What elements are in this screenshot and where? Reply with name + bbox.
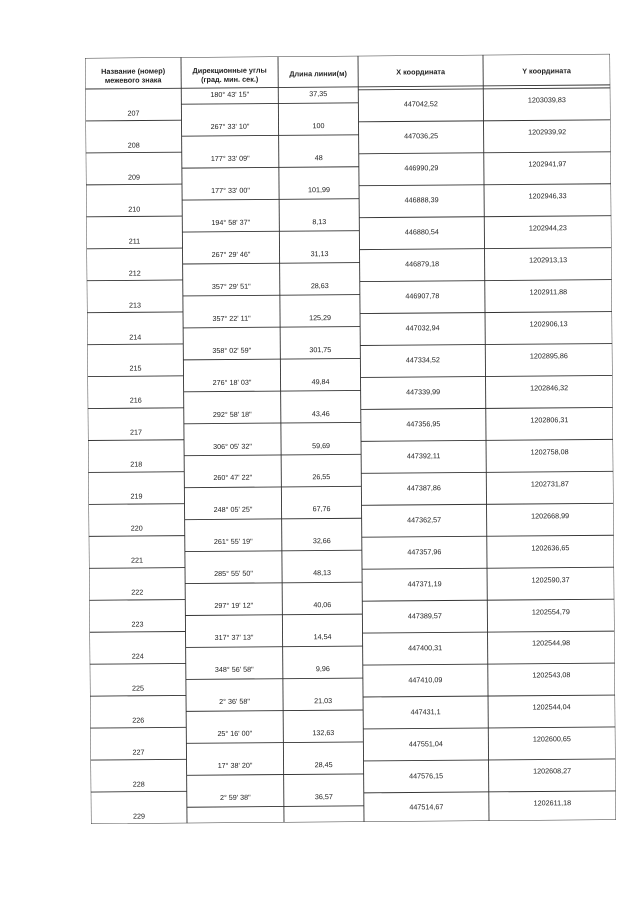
line-length-cell: 49,84 (311, 376, 330, 386)
segment-row-rule (185, 582, 362, 583)
line-length-cell: 32,66 (312, 536, 331, 546)
direction-angle-cell: 357° 29' 51" (211, 281, 251, 291)
segment-row-rule (187, 774, 364, 775)
name-row-rule (89, 504, 185, 505)
segment-row-rule (184, 486, 361, 487)
y-coordinate-cell: 1202941,97 (528, 159, 567, 169)
x-coordinate-cell: 447400,31 (408, 642, 443, 653)
boundary-mark-name-cell: 209 (127, 172, 140, 182)
header-y (483, 66, 610, 76)
line-length-cell: 48 (314, 153, 323, 163)
boundary-mark-name-cell: 223 (131, 619, 144, 629)
x-coordinate-cell: 447551,04 (408, 738, 443, 749)
line-length-cell: 37,35 (309, 89, 328, 99)
segment-row-rule (186, 742, 363, 743)
header-angle-line2: (град. мин. сек.) (201, 74, 259, 85)
coord-row-rule (358, 88, 610, 90)
segment-row-rule (186, 710, 363, 711)
coord-row-rule (359, 120, 611, 122)
coord-row-rule (363, 663, 615, 665)
boundary-mark-name-cell: 213 (128, 300, 141, 310)
segment-row-rule (183, 263, 360, 264)
y-coordinate-cell: 1202758,08 (530, 446, 569, 457)
direction-angle-cell: 180° 43' 15" (210, 89, 250, 100)
direction-angle-cell: 306° 05' 32" (213, 441, 252, 451)
boundary-mark-name-cell: 220 (130, 523, 143, 533)
x-coordinate-cell: 446888,39 (404, 195, 439, 205)
x-coordinate-cell: 447362,57 (407, 515, 442, 525)
line-length-cell: 31,13 (310, 248, 329, 259)
segment-row-rule (186, 646, 363, 647)
boundary-mark-name-cell: 221 (130, 555, 143, 565)
direction-angle-cell: 248° 05' 25" (213, 505, 253, 515)
y-coordinate-cell: 1202608,27 (533, 766, 572, 776)
boundary-mark-name-cell: 211 (128, 236, 141, 246)
direction-angle-cell: 261° 55' 19" (213, 537, 253, 547)
name-row-rule (87, 280, 183, 281)
name-row-rule (91, 759, 187, 760)
name-row-rule (88, 408, 184, 409)
segment-row-rule (183, 327, 360, 328)
segment-row-rule (182, 199, 359, 200)
y-coordinate-cell: 1202846,32 (530, 383, 569, 393)
y-coordinate-cell: 1202911,88 (529, 287, 568, 297)
x-coordinate-cell: 447036,25 (404, 131, 439, 141)
line-length-cell: 59,69 (312, 440, 331, 450)
line-length-cell: 9,96 (315, 664, 330, 674)
boundary-mark-name-cell: 222 (131, 587, 144, 597)
table-top-border (85, 54, 610, 58)
y-coordinate-cell: 1202668,99 (531, 510, 570, 521)
name-row-rule (89, 536, 185, 537)
name-row-rule (90, 727, 186, 728)
boundary-mark-name-cell: 228 (132, 779, 145, 789)
line-length-cell: 40,06 (313, 600, 332, 610)
y-coordinate-cell: 1202544,04 (532, 702, 571, 712)
x-coordinate-cell: 447032,94 (405, 323, 440, 333)
segment-row-rule (182, 135, 359, 136)
boundary-mark-name-cell: 227 (132, 747, 145, 757)
name-row-rule (90, 631, 186, 632)
direction-angle-cell: 2° 36' 58" (219, 696, 250, 707)
line-length-cell: 28,45 (314, 760, 333, 770)
direction-angle-cell: 177° 33' 00" (211, 185, 250, 195)
x-coordinate-cell: 447410,09 (408, 674, 443, 685)
header-x (358, 67, 483, 77)
direction-angle-cell: 25° 16' 00" (217, 728, 253, 739)
line-length-cell: 8,13 (312, 216, 327, 227)
direction-angle-cell: 276° 18' 03" (212, 377, 252, 387)
y-coordinate-cell: 1202946,33 (528, 191, 567, 201)
x-coordinate-cell: 446907,78 (405, 291, 440, 301)
direction-angle-cell: 285° 55' 50" (214, 569, 253, 579)
x-coordinate-cell: 447387,86 (406, 483, 441, 493)
x-coordinate-cell: 446880,54 (404, 227, 439, 237)
header-name-line1: Название (номер) (101, 66, 166, 76)
coord-row-rule (362, 503, 614, 505)
boundary-mark-name-cell: 218 (130, 459, 143, 469)
line-length-cell: 100 (312, 121, 325, 131)
segment-row-rule (185, 518, 362, 519)
name-row-rule (86, 184, 182, 185)
header-y-label: Y координата (522, 66, 572, 76)
line-length-cell: 28,63 (310, 280, 329, 290)
line-length-cell: 36,57 (314, 792, 333, 802)
table-bottom-border (91, 820, 616, 824)
name-row-rule (90, 663, 186, 664)
name-row-rule (88, 472, 184, 473)
direction-angle-cell: 194° 58' 37" (211, 217, 251, 227)
line-length-cell: 48,13 (313, 568, 332, 578)
line-length-cell: 301,75 (309, 344, 332, 354)
segment-row-rule (183, 358, 360, 359)
coord-row-rule (360, 312, 612, 314)
y-coordinate-cell: 1202939,92 (528, 127, 567, 137)
y-coordinate-cell: 1202611,18 (533, 798, 572, 808)
coord-row-rule (361, 375, 613, 377)
line-length-cell: 14,54 (313, 632, 332, 642)
line-length-cell: 132,63 (312, 728, 335, 738)
name-row-rule (89, 568, 185, 569)
x-coordinate-cell: 447357,96 (407, 547, 442, 557)
direction-angle-cell: 292° 58' 18" (212, 409, 252, 419)
coord-row-rule (360, 344, 612, 346)
boundary-mark-name-cell: 224 (131, 651, 144, 661)
coord-row-rule (359, 184, 611, 186)
segment-row-rule (182, 231, 359, 232)
direction-angle-cell: 297° 19' 12" (214, 600, 254, 611)
column-rule-2 (278, 56, 284, 822)
direction-angle-cell: 177° 33' 09" (210, 153, 250, 163)
x-coordinate-cell: 447334,52 (405, 355, 440, 365)
header-angle (181, 65, 278, 84)
segment-row-rule (184, 390, 361, 391)
boundary-mark-name-cell: 216 (129, 395, 142, 406)
y-coordinate-cell: 1202543,08 (532, 670, 571, 680)
direction-angle-cell: 260° 47' 22" (213, 473, 253, 483)
segment-row-rule (182, 167, 359, 168)
name-row-rule (88, 376, 184, 377)
y-coordinate-cell: 1202913,13 (529, 255, 568, 265)
y-coordinate-cell: 1202895,86 (529, 351, 568, 361)
x-coordinate-cell: 447356,95 (406, 419, 441, 429)
boundary-mark-name-cell: 225 (131, 683, 144, 693)
x-coordinate-cell: 447514,67 (409, 802, 444, 812)
name-row-rule (86, 152, 182, 153)
coord-row-rule (363, 631, 615, 633)
boundary-mark-name-cell: 229 (132, 811, 145, 821)
segment-row-rule (183, 295, 360, 296)
name-row-rule (87, 344, 183, 345)
coord-row-rule (361, 439, 613, 441)
boundary-mark-name-cell: 210 (128, 204, 141, 214)
name-row-rule (91, 791, 187, 792)
x-coordinate-cell: 446990,29 (404, 163, 439, 173)
segment-row-rule (187, 806, 364, 807)
x-coordinate-cell: 447576,15 (409, 770, 444, 780)
boundary-mark-name-cell: 212 (128, 268, 141, 278)
header-x-label: X координата (396, 67, 446, 77)
y-coordinate-cell: 1202944,23 (528, 223, 567, 233)
header-length (278, 69, 358, 79)
coord-row-rule (362, 567, 614, 569)
coord-row-rule (360, 248, 612, 250)
y-coordinate-cell: 1202806,31 (530, 414, 569, 425)
segment-row-rule (181, 103, 358, 104)
header-name (85, 66, 181, 85)
direction-angle-cell: 317° 37' 13" (214, 632, 254, 643)
segment-row-rule (185, 550, 362, 551)
line-length-cell: 21,03 (314, 696, 333, 706)
header-angle-line1: Дирекционные углы (192, 65, 267, 76)
boundary-mark-name-cell: 214 (129, 332, 142, 342)
coord-row-rule (364, 759, 616, 761)
y-coordinate-cell: 1203039,83 (527, 95, 566, 105)
x-coordinate-cell: 447339,99 (406, 387, 441, 397)
coord-row-rule (359, 152, 611, 154)
line-length-cell: 67,76 (312, 504, 331, 514)
y-coordinate-cell: 1202600,65 (532, 734, 571, 744)
header-name-line2: межевого знака (104, 75, 162, 85)
segment-row-rule (184, 454, 361, 455)
boundary-mark-name-cell: 219 (130, 491, 143, 501)
header-length-label: Длина линии(м) (289, 68, 347, 79)
direction-angle-cell: 267° 29' 46" (211, 249, 251, 259)
name-row-rule (86, 216, 182, 217)
direction-angle-cell: 2° 59' 38" (219, 792, 251, 802)
coord-row-rule (360, 280, 612, 282)
y-coordinate-cell: 1202544,98 (532, 638, 571, 648)
coord-row-rule (363, 695, 615, 697)
name-row-rule (88, 440, 184, 441)
x-coordinate-cell: 447371,19 (407, 578, 442, 589)
line-length-cell: 101,99 (308, 184, 331, 195)
direction-angle-cell: 357° 22' 11" (212, 313, 251, 323)
segment-row-rule (186, 678, 363, 679)
y-coordinate-cell: 1202636,65 (531, 542, 570, 553)
y-coordinate-cell: 1202906,13 (529, 319, 568, 329)
line-length-cell: 125,29 (309, 312, 332, 322)
x-coordinate-cell: 447042,52 (403, 99, 438, 109)
direction-angle-cell: 17° 38' 20" (217, 760, 253, 771)
segment-row-rule (185, 614, 362, 615)
name-row-rule (85, 120, 181, 121)
line-length-cell: 26,55 (312, 472, 331, 482)
coord-row-rule (362, 599, 614, 601)
coord-row-rule (364, 791, 616, 793)
direction-angle-cell: 348° 56' 58" (214, 664, 254, 675)
x-coordinate-cell: 447389,57 (407, 610, 442, 621)
line-length-cell: 43,46 (311, 408, 330, 418)
coord-row-rule (362, 535, 614, 537)
coord-row-rule (361, 407, 613, 409)
x-coordinate-cell: 447392,11 (406, 451, 441, 461)
y-coordinate-cell: 1202590,37 (531, 574, 570, 585)
direction-angle-cell: 267° 33' 10" (210, 121, 250, 131)
boundary-mark-name-cell: 208 (127, 140, 140, 150)
coord-row-rule (363, 727, 615, 729)
name-row-rule (89, 600, 185, 601)
boundary-mark-name-cell: 215 (129, 364, 142, 374)
boundary-mark-name-cell: 207 (127, 108, 140, 118)
y-coordinate-cell: 1202554,79 (531, 606, 570, 617)
boundary-mark-name-cell: 226 (132, 715, 145, 725)
name-row-rule (87, 312, 183, 313)
y-coordinate-cell: 1202731,87 (530, 478, 569, 489)
name-row-rule (86, 248, 182, 249)
direction-angle-cell: 358° 02' 59" (212, 345, 252, 355)
boundary-mark-name-cell: 217 (129, 427, 142, 438)
x-coordinate-cell: 447431,1 (410, 706, 441, 717)
coordinates-table (85, 54, 616, 824)
segment-row-rule (184, 422, 361, 423)
name-row-rule (90, 695, 186, 696)
coord-row-rule (359, 216, 611, 218)
coord-row-rule (361, 471, 613, 473)
x-coordinate-cell: 446879,18 (405, 259, 440, 269)
